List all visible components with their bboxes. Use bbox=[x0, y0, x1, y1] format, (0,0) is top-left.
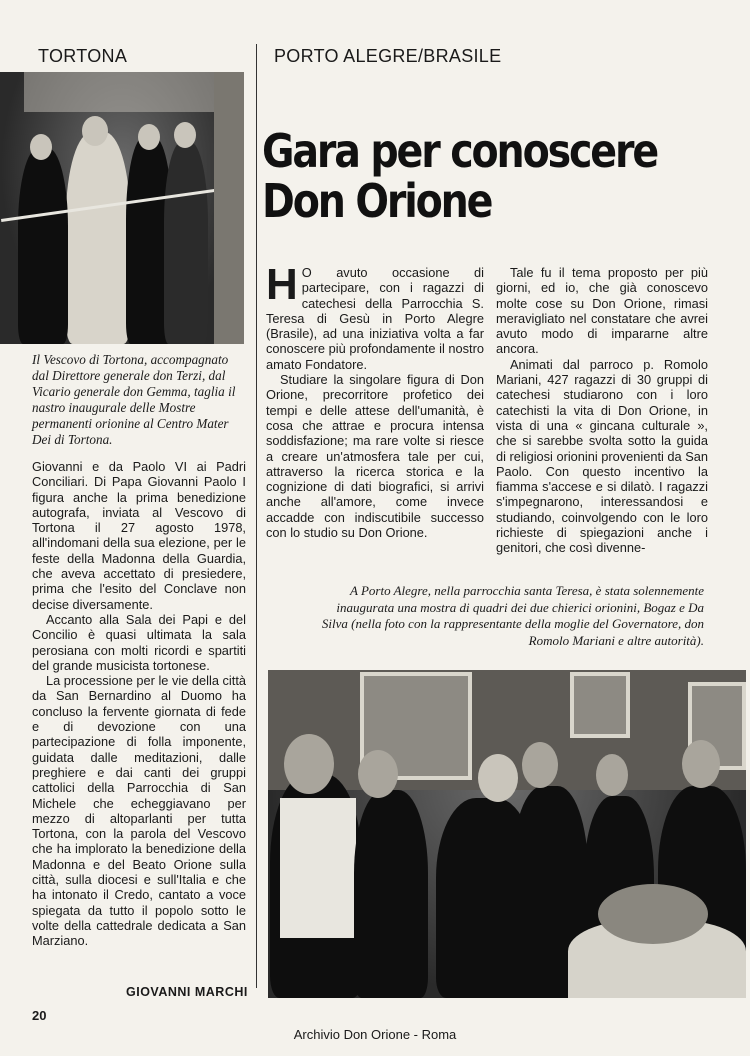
archive-footer: Archivio Don Orione - Roma bbox=[293, 1027, 457, 1042]
photo-tortona-ribbon-cutting bbox=[0, 72, 244, 344]
section-label-porto-alegre: PORTO ALEGRE/BRASILE bbox=[274, 46, 502, 66]
section-label-tortona: TORTONA bbox=[38, 46, 128, 66]
drop-cap: H bbox=[266, 260, 298, 309]
article-paragraph: Studiare la singolare figura di Don Orione, precorritore profetico dei tempi e delle attese dell'umanità, è cosa che attrae e procura intensa soddisfazione; ma rare volte si riesce a creare un'atmosfera tale per cui, attraverso la ricerca storica e la cognizione di dati biografici, si arrivi anche all'amore, come invece accadde con indiscutibile successo con lo studio su Don Orione. bbox=[266, 372, 484, 541]
caption-tortona: Il Vescovo di Tortona, accompagnato dal Direttore generale don Terzi, dal Vicario generale don Gemma, taglia il nastro inaugurale delle Mostre permanenti orionine al Centro Mater Dei di Tortona. bbox=[32, 352, 236, 447]
headline-line-1: Gara per conoscere bbox=[262, 124, 658, 178]
article-lead-text: O avuto occasione di partecipare, con i ragazzi di catechesi della Parrocchia S. Teresa di Gesù in Porto Alegre (Brasile), ad una iniziativa volta a far conoscere più profondamente il nostro amato Fondatore. bbox=[266, 265, 484, 372]
tortona-paragraph: Giovanni e da Paolo VI ai Padri Conciliari. Di Papa Giovanni Paolo I figura anche la prima benedizione autografa, inviata al Vescovo di Tortona il 27 agosto 1978, all'indomani della sua elezione, per le feste della Madonna della Guardia, che aveva accettato di presiedere, prima che l'esito del Conclave non decise diversamente. bbox=[32, 459, 246, 612]
tortona-paragraph: La processione per le vie della città da San Bernardino al Duomo ha concluso la fervente giornata di fede e di devozione con una partecipazione di folla imponente, guidata dalle meditazioni, dalle preghiere e dai canti dei gruppi cattolici della Parrocchia di San Michele che echeggiavano per mezzo di altoparlanti per tutta Tortona, con la parola del Vescovo che ha implorato la benedizione della Madonna e del Beato Orione sulla città, sulla diocesi e sull'Italia e che ha intonato il Credo, cantato a voce spiegata da tutto il popolo sotto le volte della cattedrale dedicata a San Marziano. bbox=[32, 673, 246, 949]
article-paragraph: Tale fu il tema proposto per più giorni, ed io, che già conoscevo molte cose su Don Orione, rimasi meravigliato nel constatare che avrei avuto modo di impararne altre ancora. bbox=[496, 265, 708, 357]
headline-line-2: Don Orione bbox=[262, 174, 492, 228]
article-column-1 bbox=[266, 260, 484, 541]
article-headline bbox=[262, 126, 675, 226]
article-paragraph: Animati dal parroco p. Romolo Mariani, 427 ragazzi di 30 gruppi di catechesi studiarono con i loro catechisti la vita di Don Orione, in vista di una « gincana culturale », che si sarebbe svolta sotto la guida di religiosi orionini provenienti da San Paolo. Con questo incentivo la fiamma s'accese e si dilatò. I ragazzi s'impegnarono, interessandosi e studiando, coinvolgendo con le loro richieste di spiegazioni anche i genitori, che così divenne- bbox=[496, 356, 708, 556]
photo-porto-alegre-exhibition bbox=[268, 670, 746, 998]
column-divider bbox=[256, 44, 257, 988]
page-number: 20 bbox=[32, 1008, 47, 1023]
caption-porto-alegre: A Porto Alegre, nella parrocchia santa Teresa, è stata solennemente inaugurata una mostra di quadri dei due chierici orionini, Bogaz e Da Silva (nella foto con la rappresentante della moglie del Governatore, don Romolo Mariani e altre autorità). bbox=[321, 583, 704, 648]
tortona-paragraph: Accanto alla Sala dei Papi e del Concilio è quasi ultimata la sala perosiana con molti ricordi e spartiti del grande musicista tortonese. bbox=[32, 611, 246, 673]
tortona-article-body bbox=[32, 459, 246, 949]
article-column-2 bbox=[496, 265, 708, 556]
article-paragraph bbox=[266, 260, 484, 372]
author-byline: GIOVANNI MARCHI bbox=[126, 985, 248, 999]
